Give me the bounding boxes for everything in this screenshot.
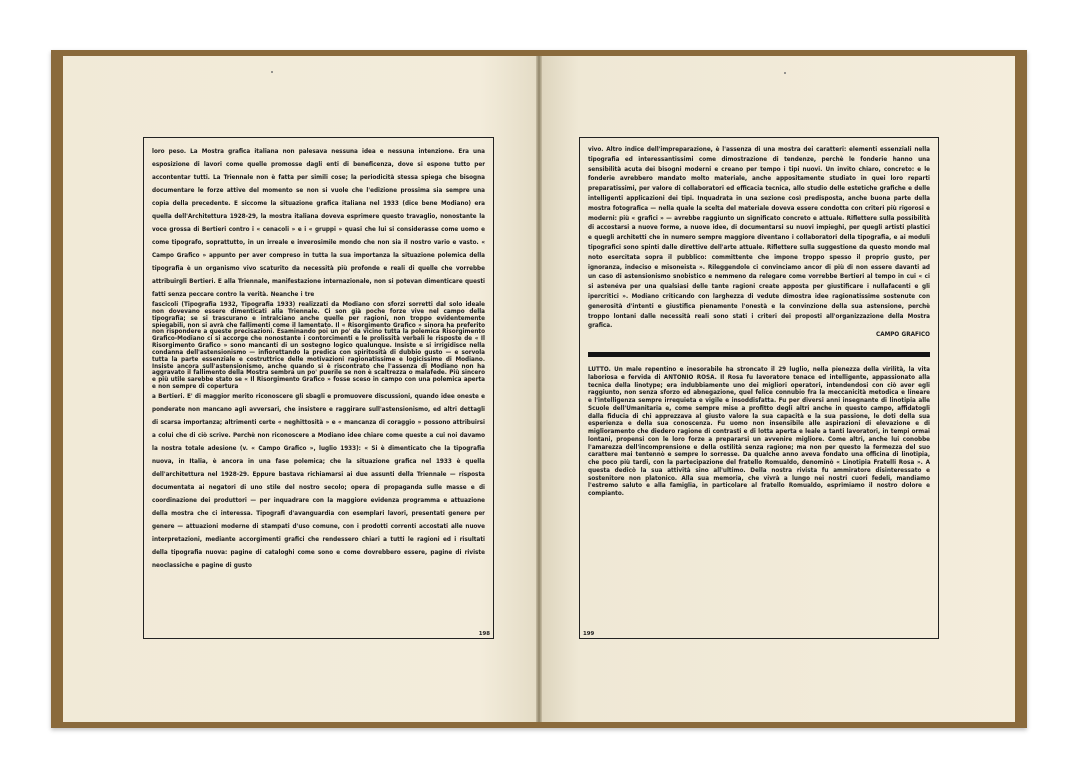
right-paragraph: vivo. Altro indice dell'impreparazione, è l'assenza di una mostra dei caratteri: elementi essenziali nella tipografia ed interessantissimi come dimostrazione di tendenze, perchè le fonderie hanno una sensibilità acuta dei bisogni moderni e creano per tempo i tipi nuovi. Un invito chiaro, concreto: e le fonderie avrebbero mandato molto materiale, anche appositamente studiato in quei loro reparti preparatissimi, per valore di collaboratori ed efficacia tecnica, allo studio delle estetiche grafiche e delle intelligenti applicazioni dei tipi. Inquadrata in una sezione così predisposta, anche buona parte della mostra fotografica — nella quale la scelta del materiale doveva essere condotta con criteri più rigorosi e moderni: più « grafici » — avrebbe raggiunto un significato concreto e attuale. Riflettere sulla possibilità di accostarsi a nuove forme, a nuove idee, di documentarsi su nuovi impieghi, per quegli artisti plastici e quegli architetti che in numero sempre maggiore diventano i collaboratori della tipografia, e ai moduli tipografici sono spinti dalle direttive dell'arte attuale. Riflettere sulla suggestione da questo mondo mal noto esercitata sopra il pubblico: committente che impone troppo spesso il proprio gusto, per ignoranza, indeciso e misoneista ». Rileggendole ci convinciamo ancor di più di non essere davanti ad un caso di astensionismo snobistico e nemmeno da relegare come vorrebbe Bertieri al tempo in cui « ci si astenéva per una qualsiasi delle tante ragioni create apposta per giustificare i nullafacenti e gli ipercritici ». Modiano criticando con larghezza di vedute dimostra idee ragionatissime sostenute con generosità d'intenti e giustifica pienamente l'onestà e la convinzione della sua astensione, perchè troppo lontani dalle necessità reali sono stati i criteri dei proposti all'organizzazione della Mostra grafica. <box>588 147 930 330</box>
left-paragraph: loro peso. La Mostra grafica italiana non palesava nessuna idea e nessuna intenzione. Era una esposizione di lavori come quelle promosse dagli enti di beneficenza, dove si espone tutto per accontentar tutti. La Triennale non è fatta per simili cose; la periodicità stessa spiega che bisogna documentare le forze attive del momento se non si vuole che l'edizione prossima sia sempre una copia della precedente. E siccome la situazione grafica italiana nel 1933 (dice bene Modiano) era quella dell'Architettura 1928-29, la mostra italiana doveva esprimere questo travaglio, nonostante la voce grossa di Bertieri contro i « cenacoli » e i « gruppi » quasi che lui si considerasse come uomo e come tipografo, soprattutto, in un irreale e inverosimile mondo che non sia il nostro vario e vasto. « Campo Grafico » appunto per aver compreso in tutta la sua importanza la situazione polemica della tipografia è un organismo vivo scaturito da necessità più profonde e reali di quelle che vorrebbe attribuirgli Bertieri. E alla Triennale, manifestazione internazionale, non si potevan dimenticare questi fatti senza peccare contro la verità. Neanche i tre <box>152 149 485 298</box>
paper-speck <box>784 72 786 74</box>
left-paragraph: a Bertieri. E' di maggior merito riconoscere gli sbagli e promuovere discussioni, quando idee oneste e ponderate non mancano agli avversari, che insistere e raggirare sull'astensionismo, ed altri dettagli di scarsa importanza; altrimenti certe « neghittosità » e « mancanza di coraggio » possono attribuirsi a colui che di ciò scrive. Perchè non riconoscere a Modiano idee chiare come queste a cui noi davamo la nostra totale adesione (v. « Campo Grafico », luglio 1933): « Si è dimenticato che la tipografia nuova, in Italia, è ancora in una fase polemica; che la situazione grafica nel 1933 è quella dell'architettura nel 1928-29. Eppure bastava richiamarsi ai due assunti della Triennale — risposta documentata ai negatori di uno stile del nostro secolo; opera di propaganda sulle masse e di coordinazione dei produttori — per inquadrare con la maggiore evidenza programma e attuazione della mostra che ci interessa. Tipografi d'avanguardia con esemplari lavori, presentati genere per genere — attuazioni moderne di stampati d'uso comune, con i prodotti correnti accostati alle nuove interpretazioni, mediante accorgimenti grafici che rendessero chiari a tutti le ragioni ed i risultati della tipografia nuova: pagine di cataloghi come sono e come dovrebbero essere, pagine di riviste neoclassiche e pagine di gusto <box>152 393 485 569</box>
book-gutter <box>536 56 542 722</box>
left-text-frame <box>143 137 494 639</box>
page-number: 198 <box>478 631 490 637</box>
obituary-paragraph: LUTTO. Un male repentino e inesorabile ha stroncato il 29 luglio, nella pienezza della virilità, la vita laboriosa e fervida di ANTONIO ROSA. Il Rosa fu lavoratore tenace ed intelligente, appassionato alla tecnica della linotype; era indubbiamente uno dei migliori operatori, intendendosi con ciò aver egli raggiunto, non senza sforzo ed abnegazione, quel felice connubio fra la meccanicità metodica e lineare e l'intelligenza sempre irrequieta e vigile e insoddisfatta. Fu per diversi anni insegnante di linotipia alle Scuole dell'Umanitaria e, come sempre mise a profitto degli altri anche in questo campo, affidatogli dalla fiducia di chi apprezzava al giusto valore la sua capacità e la sua passione, le doti della sua esperienza e della sua conoscenza. Fu uomo non insensibile alle aspirazioni di elevazione e di miglioramento che diedero ragione di contrasti e di lotta aperta e leale a tanti lavoratori, in tempi ormai lontani, propensi con le loro forze a prepararsi un avvenire migliore. Come altri, anche lui conobbe l'amarezza dell'incomprensione e della ostilità senza ragione; ma non per questo la fermezza del suo carattere mai tentennò e sempre lo sorresse. Da qualche anno aveva fondato una officina di linotipia, che poco più tardi, con la partecipazione del fratello Romualdo, denominò « Linotipia Fratelli Rosa ». A questa dedicò la sua attività sino all'ultimo. Della nostra rivista fu ammiratore disinteressato e sostenitore non platonico. Alla sua memoria, che vivrà a lungo nei nostri cuori fedeli, mandiamo l'estremo saluto e alla famiglia, in particolare al fratello Romualdo, esprimiamo il nostro dolore e compianto. <box>588 367 930 498</box>
article-signature: CAMPO GRAFICO <box>876 332 930 339</box>
page-number: 199 <box>583 631 595 637</box>
left-article-body <box>152 146 485 573</box>
section-divider <box>588 352 930 357</box>
right-text-frame <box>579 137 939 639</box>
paper-speck <box>271 71 273 73</box>
right-article-body <box>588 146 930 499</box>
left-paragraph: fascicoli (Tipografia 1932, Tipografia 1933) realizzati da Modiano con sforzi sorretti dal solo ideale non dovevano essere dimenticati alla Triennale. Ci son già poche forze vive nel campo della tipografia; se si trascurano e intralciano anche quelle per ragioni, non troppo evidentemente spiegabili, non si avrà che fallimenti come il lamentato. Il « Risorgimento Grafico » sinora ha preferito non rispondere a queste precisazioni. Esaminando poi un po' da vicino tutta la polemica Risorgimento Grafico-Modiano ci si accorge che nonostante i contorcimenti e le prolissità verbali le risposte de « Il Risorgimento Grafico » sono mancanti di un sostegno logico qualunque. Insiste e si irrigidisce nella condanna dell'astensionismo — infiorettando la predica con spiritosità di dubbio gusto — e sorvola tutta la parte essenziale e costruttrice delle motivazioni ragionatissime e logicissime di Modiano. Insiste ancora sull'astensionismo, anche quando si è riscontrato che l'assenza di Modiano non ha aggravato il fallimento della Mostra sembra un po' puerile se non è scaltrezza o malafede. Più sincero e più utile sarebbe stato se « Il Risorgimento Grafico » fosse sceso in campo con una polemica aperta e non sempre di copertura <box>152 302 485 391</box>
